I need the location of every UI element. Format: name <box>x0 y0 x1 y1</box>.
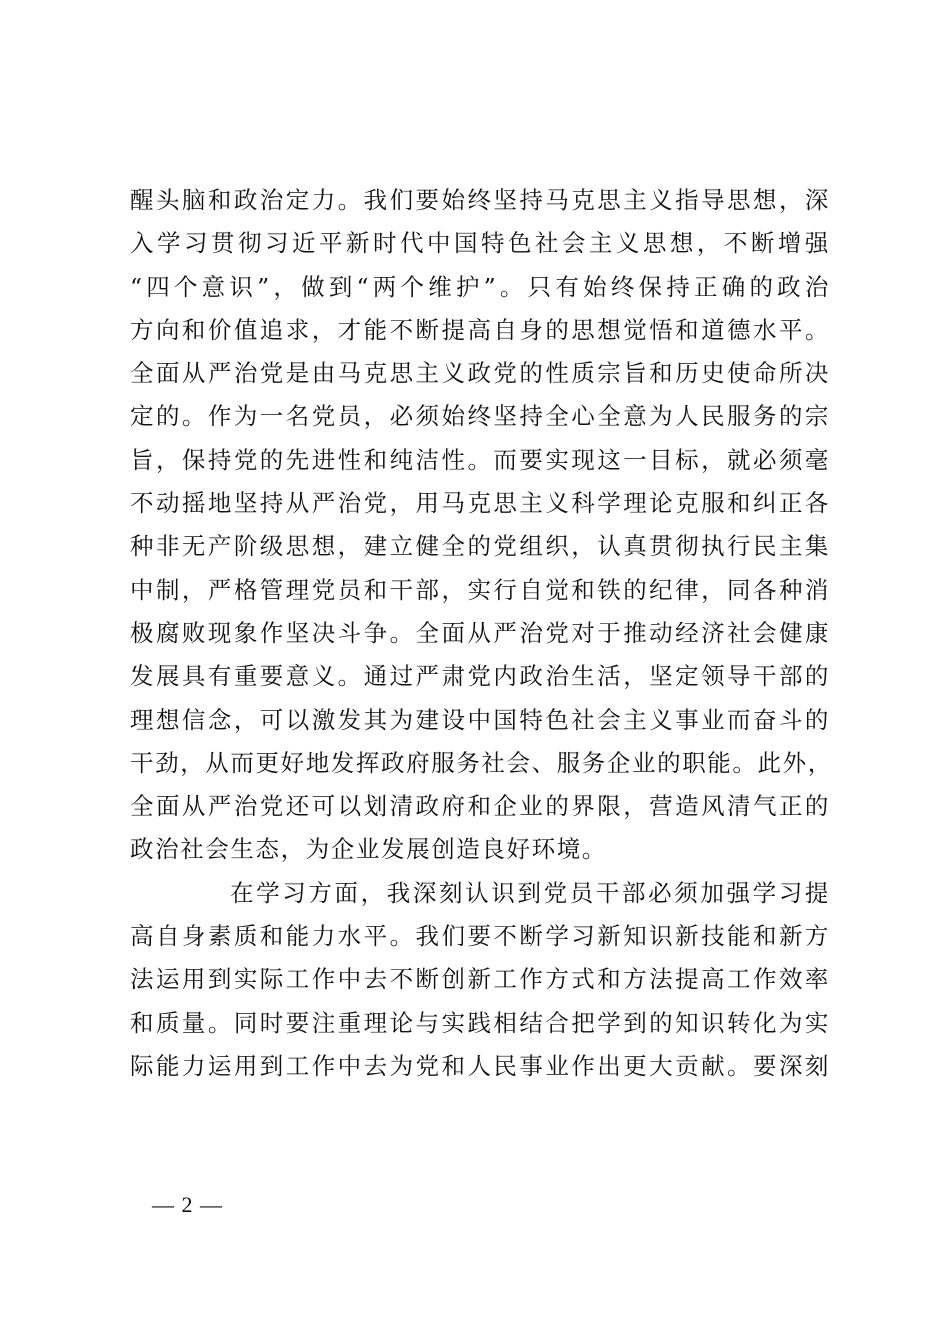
text-line: 理想信念，可以激发其为建设中国特色社会主义事业而奋斗的 <box>130 705 830 734</box>
page-number: — 2 — <box>152 1192 223 1217</box>
text-line: 政治社会生态，为企业发展创造良好环境。 <box>130 835 607 864</box>
body-text <box>130 179 833 1088</box>
text-line: 干劲，从而更好地发挥政府服务社会、服务企业的职能。此外， <box>130 748 833 777</box>
text-line: 不动摇地坚持从严治党，用马克思主义科学理论克服和纠正各 <box>130 489 830 518</box>
text-line: 际能力运用到工作中去为党和人民事业作出更大贡献。要深刻 <box>130 1051 830 1080</box>
text-line: 醒头脑和政治定力。我们要始终坚持马克思主义指导思想，深 <box>130 186 830 214</box>
text-line: 方向和价值追求，才能不断提高自身的思想觉悟和道德水平。 <box>130 315 830 344</box>
text-line: 极腐败现象作坚决斗争。全面从严治党对于推动经济社会健康 <box>130 618 830 647</box>
text-line: 高自身素质和能力水平。我们要不断学习新知识新技能和新方 <box>130 922 830 951</box>
text-line: 和质量。同时要注重理论与实践相结合把学到的知识转化为实 <box>130 1008 830 1037</box>
text-line: 全面从严治党是由马克思主义政党的性质宗旨和历史使命所决 <box>130 359 830 388</box>
paragraph-2 <box>130 872 830 1088</box>
text-line: 发展具有重要意义。通过严肃党内政治生活，坚定领导干部的 <box>130 662 830 691</box>
text-line: 中制，严格管理党员和干部，实行自觉和铁的纪律，同各种消 <box>130 575 830 604</box>
text-line: 旨，保持党的先进性和纯洁性。而要实现这一目标，就必须毫 <box>130 445 830 474</box>
text-line: “四个意识”，做到“两个维护”。只有始终保持正确的政治 <box>130 272 830 301</box>
paragraph-1 <box>130 179 833 872</box>
text-line: 定的。作为一名党员，必须始终坚持全心全意为人民服务的宗 <box>130 402 830 431</box>
text-line: 全面从严治党还可以划清政府和企业的界限，营造风清气正的 <box>130 792 830 821</box>
text-line: 入学习贯彻习近平新时代中国特色社会主义思想，不断增强 <box>130 229 830 258</box>
text-line: 法运用到实际工作中去不断创新工作方式和方法提高工作效率 <box>130 965 830 994</box>
text-line: 种非无产阶级思想，建立健全的党组织，认真贯彻执行民主集 <box>130 532 830 561</box>
text-line: 在学习方面，我深刻认识到党员干部必须加强学习提 <box>230 878 830 907</box>
